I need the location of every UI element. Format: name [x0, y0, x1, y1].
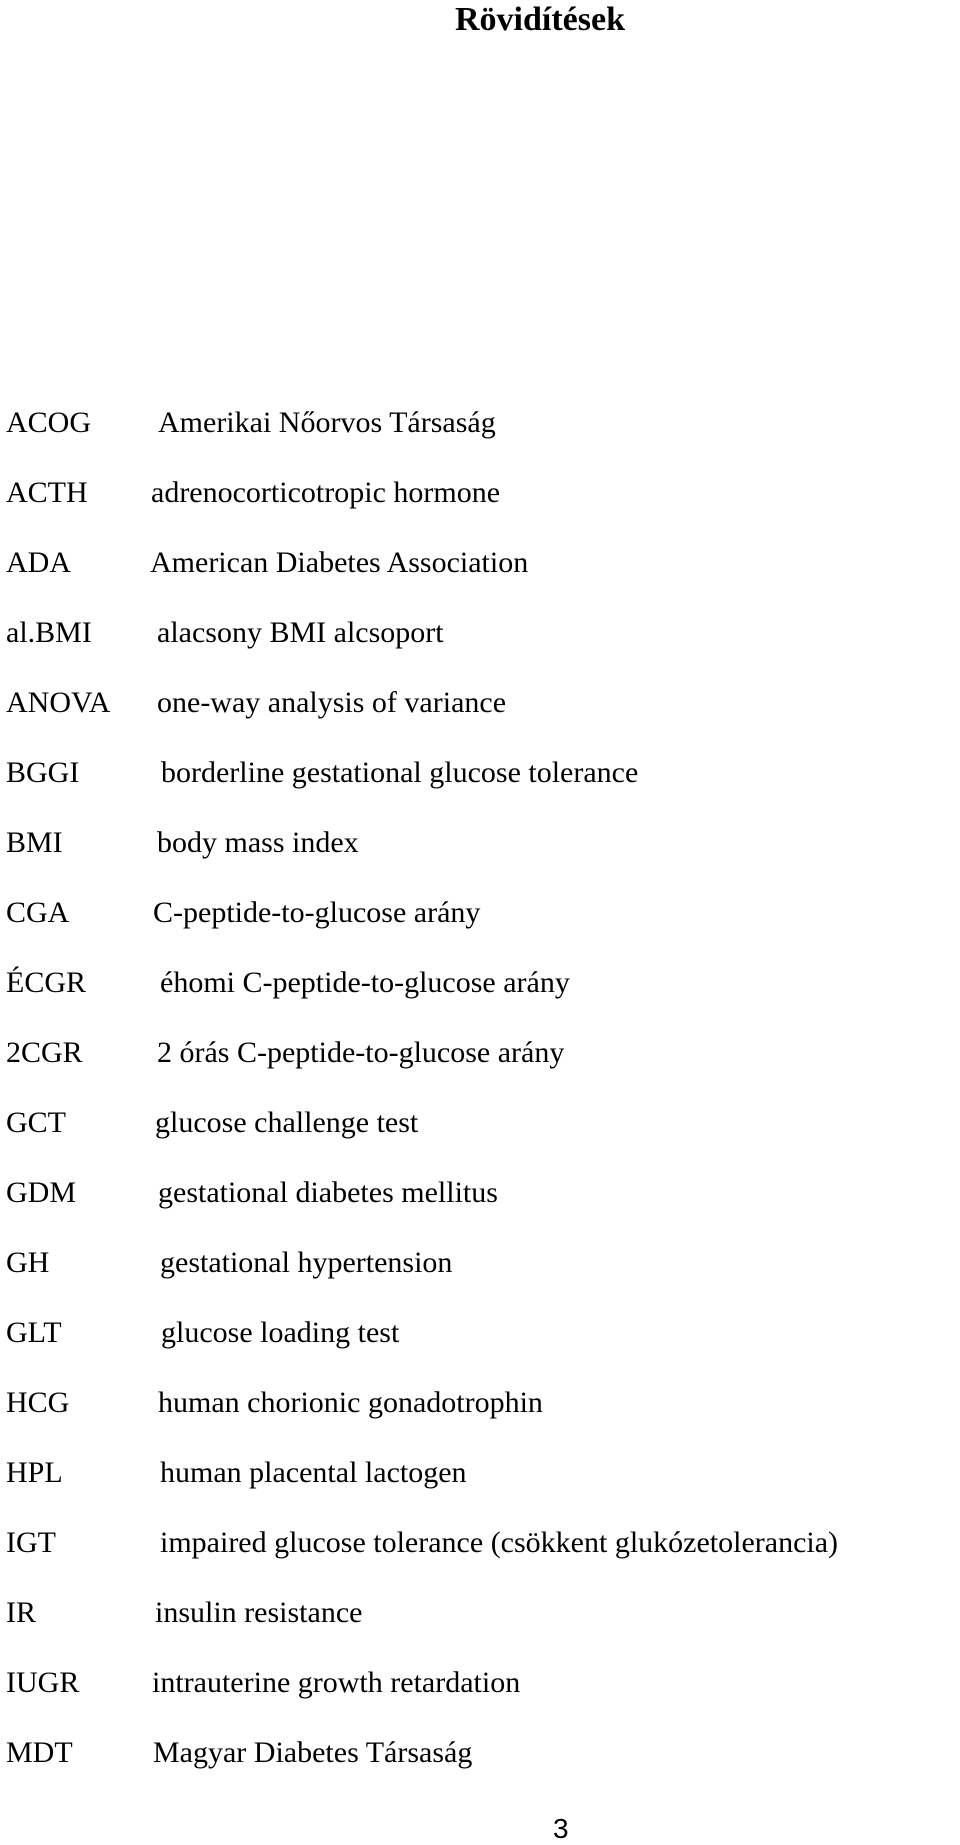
abbr-term: ACOG — [6, 406, 92, 439]
abbr-definition: 2 órás C-peptide-to-glucose arány — [157, 1036, 565, 1069]
abbr-term: IUGR — [6, 1666, 80, 1699]
abbr-definition: impaired glucose tolerance (csökkent glukózetolerancia) — [160, 1526, 839, 1559]
abbr-term: GCT — [6, 1106, 66, 1139]
abbr-term: IGT — [6, 1526, 56, 1559]
abbr-definition: gestational hypertension — [160, 1246, 453, 1279]
abbr-term: ANOVA — [6, 686, 111, 719]
abbr-definition: Magyar Diabetes Társaság — [153, 1736, 473, 1769]
abbr-definition: body mass index — [157, 826, 359, 859]
page-title: Rövidítések — [455, 1, 625, 38]
abbr-term: CGA — [6, 896, 70, 929]
abbr-term: GLT — [6, 1316, 62, 1349]
abbr-definition: adrenocorticotropic hormone — [151, 476, 501, 509]
abbr-term: GH — [6, 1246, 50, 1279]
abbr-term: ADA — [6, 546, 71, 579]
abbr-definition: human placental lactogen — [160, 1456, 467, 1489]
abbr-definition: C-peptide-to-glucose arány — [153, 896, 481, 929]
abbr-definition: éhomi C-peptide-to-glucose arány — [160, 966, 570, 999]
abbr-term: al.BMI — [6, 616, 92, 649]
abbr-term: HPL — [6, 1456, 63, 1489]
abbr-definition: borderline gestational glucose tolerance — [161, 756, 639, 789]
abbr-definition: gestational diabetes mellitus — [158, 1176, 498, 1209]
abbr-definition: human chorionic gonadotrophin — [158, 1386, 543, 1419]
abbr-term: GDM — [6, 1176, 77, 1209]
abbr-term: MDT — [6, 1736, 73, 1769]
abbr-definition: alacsony BMI alcsoport — [157, 616, 444, 649]
abbr-term: ACTH — [6, 476, 88, 509]
abbr-definition: American Diabetes Association — [150, 546, 529, 579]
abbr-term: 2CGR — [6, 1036, 83, 1069]
abbr-definition: glucose loading test — [161, 1316, 400, 1349]
abbr-definition: glucose challenge test — [155, 1106, 419, 1139]
abbr-definition: insulin resistance — [155, 1596, 363, 1629]
abbr-definition: one-way analysis of variance — [157, 686, 507, 719]
abbr-term: BMI — [6, 826, 63, 859]
page-number: 3 — [553, 1813, 569, 1844]
abbr-term: BGGI — [6, 756, 80, 789]
abbr-term: ÉCGR — [6, 966, 87, 999]
abbr-term: IR — [6, 1596, 36, 1629]
abbr-definition: intrauterine growth retardation — [152, 1666, 521, 1699]
abbr-definition: Amerikai Nőorvos Társaság — [158, 406, 496, 439]
abbr-term: HCG — [6, 1386, 70, 1419]
